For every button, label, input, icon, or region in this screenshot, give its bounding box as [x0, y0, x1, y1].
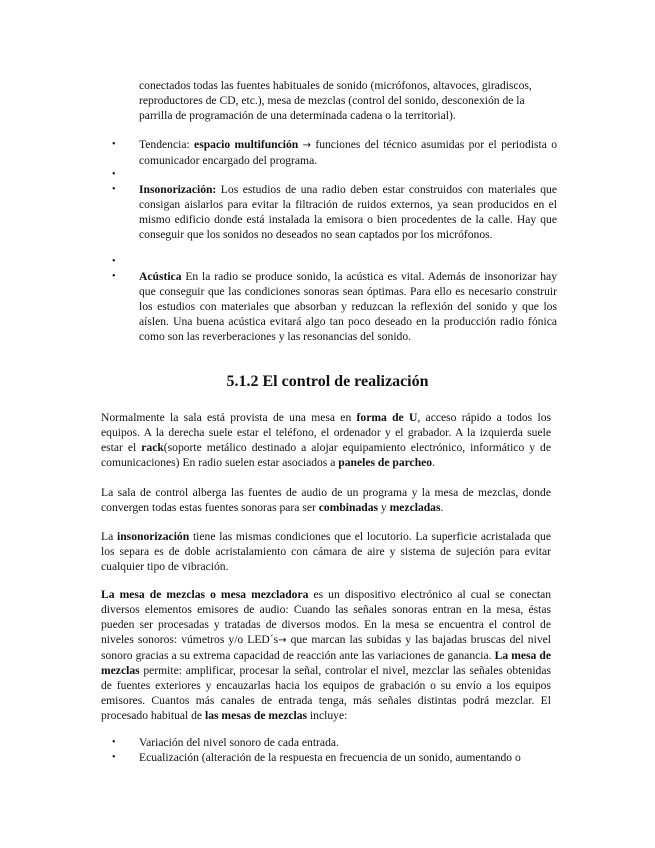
paragraph-mesa-mezclas: La mesa de mezclas o mesa mezcladora es un dispositivo electrónico al cual se conectan diversos elementos emisores de audio: Cuando las señales sonoras entran en la mesa, éstas pueden ser procesadas y tratadas de diversos modos. En la mesa se encuentra el control de niveles sonoros: vúmetros y/o LED´s→ que marcan las subidas y las bajadas bruscas del nivel sonoro gracias a su extrema capacidad de reacción ante las variaciones de ganancia. La mesa de mezclas permite: amplificar, procesar la señal, controlar el nivel, mezclar las señales obtenidas de fuentes exteriores y encauzarlas hacia los equipos de grabación o su envío a los equipos emisores. Cuantos más canales de entrada tenga, más señales distintas podrá mezclar. El procesado habitual de las mesas de mezclas incluye: — [101, 588, 552, 722]
paragraph-insonorizacion: La insonorización tiene las mismas condiciones que el locutorio. La superficie acristalada que los separa es de doble acristalamiento con cámara de aire y sistema de sujeción para evitar cualquier tipo de vibración. — [101, 530, 551, 573]
bullet-icon: • — [112, 184, 116, 195]
bullet-icon: • — [112, 169, 116, 180]
arrow-icon: → — [278, 635, 287, 646]
intro-continuation: conectados todas las fuentes habituales de sonido (micrófonos, altavoces, giradiscos, reproductores de CD, etc.), mesa de mezclas (control del sonido, desconexión de la parrilla de programación de una determinada cadena o la territorial). — [139, 79, 532, 122]
bullet-text-insonorizacion: Insonorización: Los estudios de una radio deben estar construidos con materiales que consigan aislarlos para evitar la filtración de ruidos externos, ya sean producidos en el mismo edificio donde está instalada la emisora o bien procedentes de la calle. Hay que conseguir que los sonidos no deseados no sean captados por los micrófonos. — [139, 183, 557, 241]
bullet-icon: • — [112, 256, 116, 267]
list-item-text: Variación del nivel sonoro de cada entrada. — [139, 736, 339, 749]
paragraph-sala: Normalmente la sala está provista de una mesa en forma de U, acceso rápido a todos los equipos. A la derecha suele estar el teléfono, el ordenador y el grabador. A la izquierda suele estar el rack(soporte metálico destinado a alojar equipamiento electrónico, informático y de comunicaciones) En radio suelen estar asociados a paneles de parcheo. — [101, 411, 552, 469]
bullet-icon: • — [112, 752, 116, 763]
bullet-text-acustica: Acústica En la radio se produce sonido, la acústica es vital. Además de insonorizar hay que conseguir que las condiciones sonoras sean óptimas. Para ello es necesario construir los estudios con materiales que absorban y reduzcan la reflexión del sonido y que los aíslen. Una buena acústica evitará algo tan poco deseado en la producción radio fónica como son las reverberaciones y las resonancias del sonido. — [139, 270, 557, 343]
bullet-text-tendencia: Tendencia: espacio multifunción → funciones del técnico asumidas por el periodista o comunicador encargado del programa. — [139, 138, 557, 167]
bullet-icon: • — [112, 139, 116, 150]
bullet-icon: • — [112, 271, 116, 282]
list-item-text: Ecualización (alteración de la respuesta en frecuencia de un sonido, aumentando o — [139, 751, 521, 764]
bullet-icon: • — [112, 737, 116, 748]
arrow-icon: → — [302, 140, 311, 151]
paragraph-sala-control: La sala de control alberga las fuentes de audio de un programa y la mesa de mezclas, donde convergen todas estas fuentes sonoras para ser combinadas y mezcladas. — [101, 486, 551, 514]
section-heading: 5.1.2 El control de realización — [226, 373, 429, 390]
